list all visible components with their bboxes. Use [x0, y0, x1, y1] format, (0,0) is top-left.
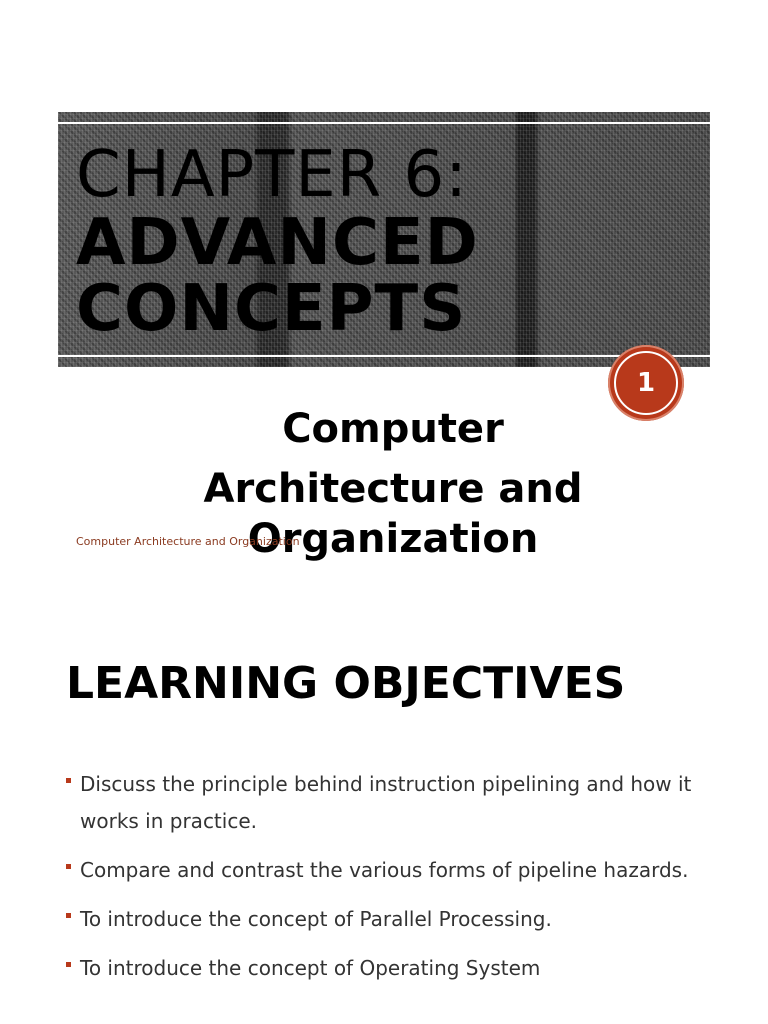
objective-text: Discuss the principle behind instruction pipelining and how it works in practice.: [80, 772, 692, 833]
slide-title-concepts: CONCEPTS: [76, 272, 467, 346]
objective-text: To introduce the concept of Operating System: [80, 956, 541, 980]
banner-top-stripe: [58, 122, 710, 124]
slide-title-chapter: CHAPTER 6:: [76, 138, 468, 212]
objective-text: Compare and contrast the various forms of pipeline hazards.: [80, 858, 689, 882]
subtitle-line-1: Computer: [282, 406, 504, 452]
slide-footer: Computer Architecture and Organization: [76, 535, 300, 548]
objectives-list: [66, 766, 706, 999]
objective-item: [66, 852, 706, 889]
bullet-icon: [66, 913, 71, 918]
slide-title-advanced: ADVANCED: [76, 206, 479, 280]
bullet-icon: [66, 778, 71, 783]
banner-bottom-stripe: [58, 355, 710, 357]
bullet-icon: [66, 962, 71, 967]
objective-item: [66, 950, 706, 987]
objective-item: [66, 766, 706, 840]
objective-text: To introduce the concept of Parallel Processing.: [80, 907, 552, 931]
objective-item: [66, 901, 706, 938]
subtitle-line-2: Architecture and Organization: [203, 466, 583, 562]
slide-number: 1: [614, 351, 678, 415]
bullet-icon: [66, 864, 71, 869]
learning-objectives-heading: LEARNING OBJECTIVES: [66, 658, 626, 709]
